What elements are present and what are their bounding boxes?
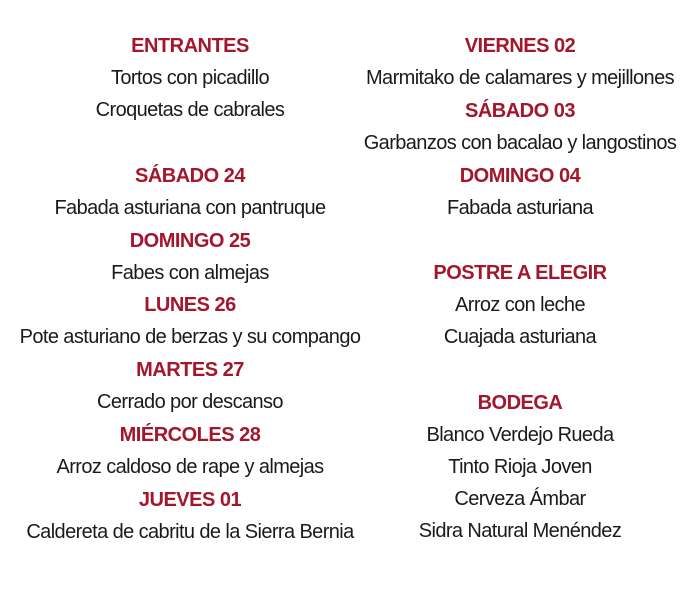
day-dish: Caldereta de cabritu de la Sierra Bernia	[26, 521, 354, 543]
menu-item: Blanco Verdejo Rueda	[426, 424, 614, 446]
day-dish: Cerrado por descanso	[97, 391, 283, 413]
menu-item: Cuajada asturiana	[443, 326, 597, 348]
day-dish: Garbanzos con bacalao y langostinos	[363, 132, 677, 154]
day-dish: Pote asturiano de berzas y su compango	[19, 326, 361, 348]
day-heading-domingo-04: DOMINGO 04	[459, 165, 581, 187]
menu-item: Cerveza Ámbar	[454, 488, 586, 510]
menu-item: Arroz con leche	[455, 294, 585, 316]
day-heading-domingo-25: DOMINGO 25	[129, 230, 251, 252]
day-dish: Marmitako de calamares y mejillones	[365, 67, 674, 89]
day-heading-martes-27: MARTES 27	[136, 359, 244, 381]
menu-item: Sidra Natural Menéndez	[418, 520, 622, 542]
menu-item: Tinto Rioja Joven	[448, 456, 592, 478]
day-dish: Fabada asturiana	[446, 197, 594, 219]
menu-item: Croquetas de cabrales	[95, 99, 285, 121]
menu-item: Tortos con picadillo	[110, 67, 270, 89]
day-heading-sabado-24: SÁBADO 24	[135, 165, 245, 187]
section-heading-postre: POSTRE A ELEGIR	[433, 262, 607, 284]
day-dish: Fabada asturiana con pantruque	[54, 197, 326, 219]
day-dish: Fabes con almejas	[111, 262, 269, 284]
day-heading-sabado-03: SÁBADO 03	[465, 100, 575, 122]
day-dish: Arroz caldoso de rape y almejas	[56, 456, 324, 478]
day-heading-lunes-26: LUNES 26	[144, 294, 236, 316]
section-heading-entrantes: ENTRANTES	[131, 35, 249, 57]
day-heading-jueves-01: JUEVES 01	[138, 489, 242, 511]
day-heading-miercoles-28: MIÉRCOLES 28	[119, 424, 261, 446]
section-heading-bodega: BODEGA	[477, 392, 563, 414]
day-heading-viernes-02: VIERNES 02	[464, 35, 576, 57]
